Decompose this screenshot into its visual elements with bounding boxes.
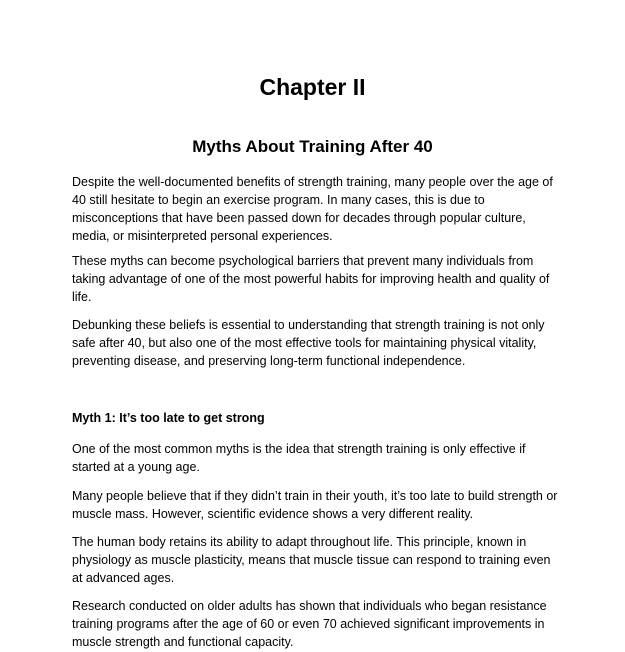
intro-paragraph: Despite the well-documented benefits of strength training, many people over the age of 40 still hesitate to begin an exercise program. In many cases, this is due to misconceptions that have been passed down for decades through popular culture, media, or misinterpreted personal experiences. bbox=[72, 175, 553, 243]
section-title: Myths About Training After 40 bbox=[192, 137, 433, 156]
myth-paragraph: One of the most common myths is the idea that strength training is only effective if started at a young age. bbox=[72, 442, 526, 474]
myth-paragraph: Many people believe that if they didn’t train in their youth, it’s too late to build strength or muscle mass. However, scientific evidence shows a very different reality. bbox=[72, 489, 558, 521]
intro-paragraph: These myths can become psychological barriers that prevent many individuals from taking advantage of one of the most powerful habits for improving health and quality of life. bbox=[72, 254, 550, 304]
myth-heading: Myth 1: It’s too late to get strong bbox=[72, 411, 265, 425]
myth-paragraph: The human body retains its ability to adapt throughout life. This principle, known in physiology as muscle plasticity, means that muscle tissue can respond to training even at advanced ages. bbox=[72, 535, 551, 585]
chapter-title: Chapter II bbox=[259, 74, 366, 100]
myth-paragraph: Research conducted on older adults has shown that individuals who began resistance training programs after the age of 60 or even 70 achieved significant improvements in muscle strength and functional capacity. bbox=[72, 599, 547, 649]
intro-paragraph: Debunking these beliefs is essential to understanding that strength training is not only safe after 40, but also one of the most effective tools for maintaining physical vitality, preventing disease, and preserving long-term functional independence. bbox=[72, 318, 545, 368]
